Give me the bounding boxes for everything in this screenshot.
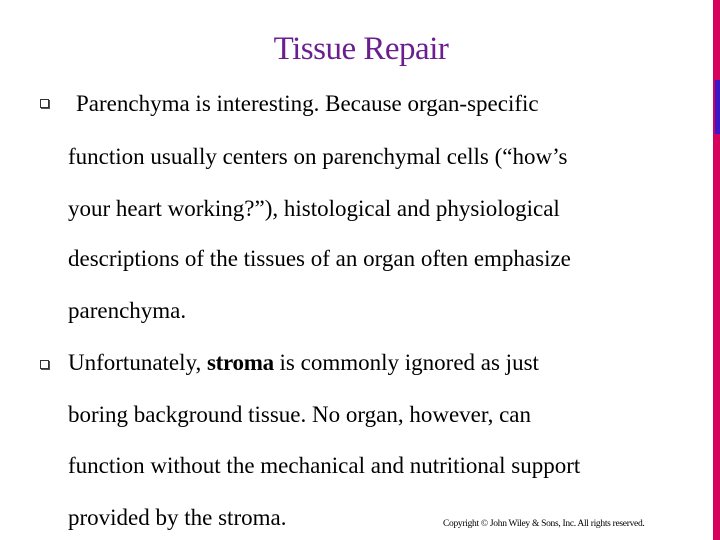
bullet-2-line-1-start: Unfortunately, [68,350,208,375]
bullet-2-line-1-end: is commonly ignored as just [273,350,539,375]
bullet-1-line-2: function usually centers on parenchymal cells (“how’s [68,144,568,169]
stroma-bold-term: stroma [207,350,274,375]
bullet-1-line-3: your heart working?”), histological and physiological [68,196,560,221]
square-bullet-icon [40,360,49,369]
bullet-2-line-1 [68,348,539,378]
bullet-2-line-3: function without the mechanical and nutritional support [68,453,581,478]
bullet-1-line-5: parenchyma. [68,298,187,323]
slide-title: Tissue Repair [273,31,449,67]
bullet-1-line-4: descriptions of the tissues of an organ often emphasize [68,246,571,271]
bullet-2-line-2: boring background tissue. No organ, however, can [68,402,532,427]
square-bullet-icon [40,99,49,108]
right-edge-accent [715,80,720,134]
bullet-1-line-1: Parenchyma is interesting. Because organ-specific [76,91,539,116]
bullet-2-line-4: provided by the stroma. [68,505,287,530]
copyright-notice: Copyright © John Wiley & Sons, Inc. All rights reserved. [443,519,645,529]
